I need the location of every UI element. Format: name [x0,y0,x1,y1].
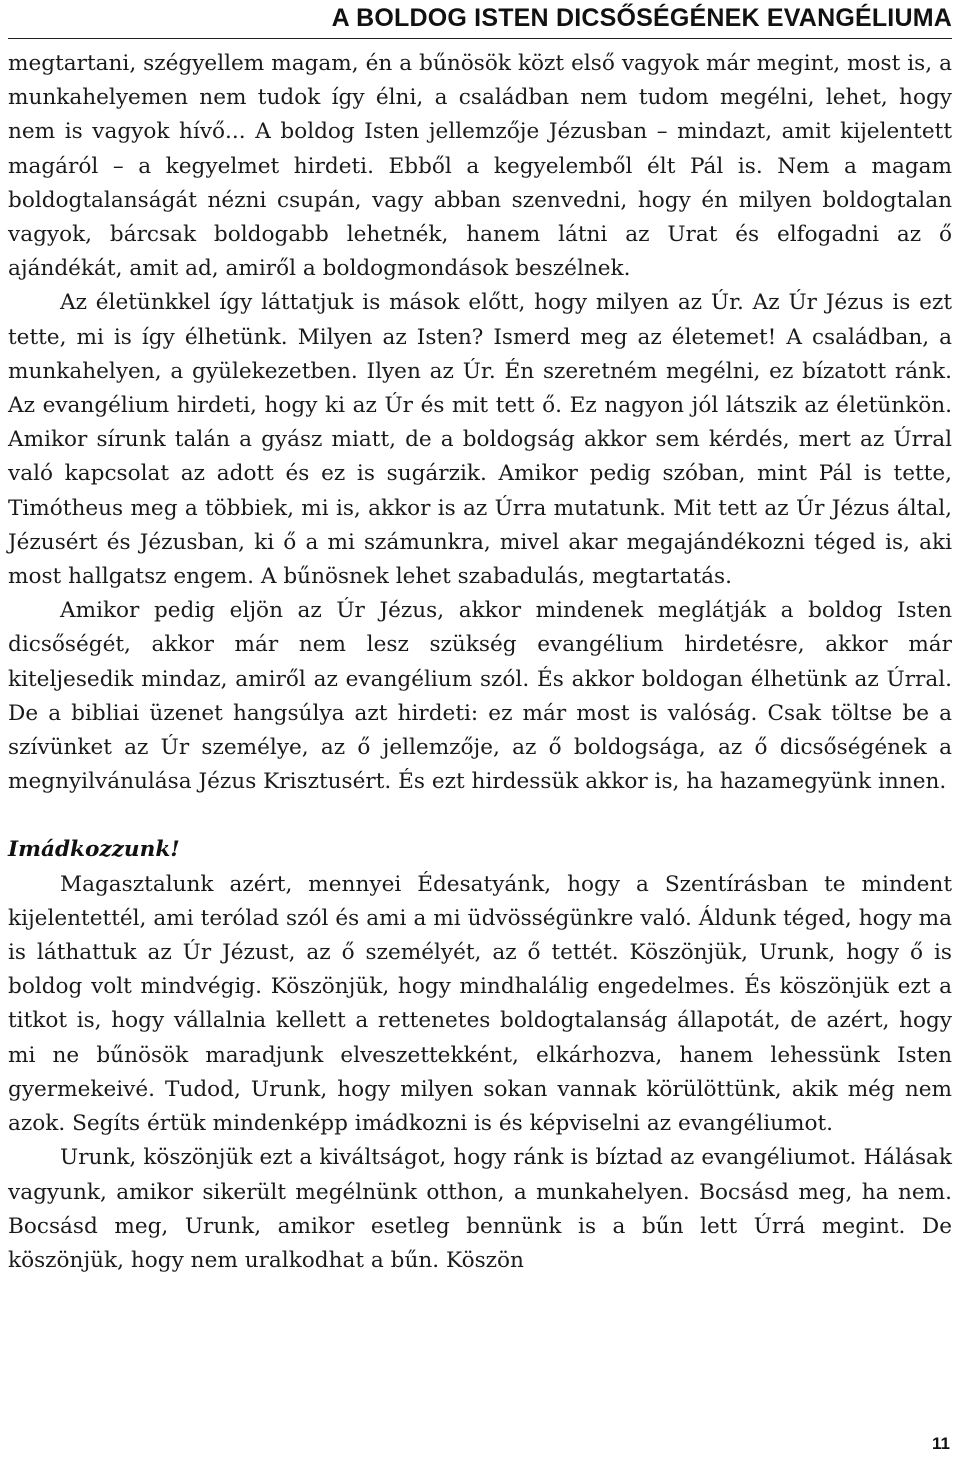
prayer-heading: Imádkozzunk! [8,837,180,863]
header-rule [8,38,952,39]
paragraph-continuation: megtartani, szégyellem magam, én a bűnösök közt első vagyok már megint, most is, a munkahelyemen nem tudok így élni, a családban nem tudom megélni, lehet, hogy nem is vagyok hívő... A boldog Isten jellemzője Jézusban – mindazt, amit kijelentett magáról – a kegyelmet hirdeti. Ebből a kegyelemből élt Pál is. Nem a magam boldogtalanságát nézni csupán, vagy abban szenvedni, hogy én milyen boldogtalan vagyok, bárcsak boldogabb lehetnék, hanem látni az Urat és elfogadni az ő ajándékát, amit ad, amiről a boldogmondások beszélnek. [8,51,952,282]
book-page [8,0,952,1465]
paragraph: Amikor pedig eljön az Úr Jézus, akkor mindenek meglátják a boldog Isten dicsőségét, akkor már nem lesz szükség evangélium hirdetésre, akkor már kiteljesedik mindaz, amiről az evangélium szól. És akkor boldogan élhetünk az Úrral. De a bibliai üzenet hangsúlya azt hirdeti: ez már most is valóság. Csak töltse be a szívünket az Úr személye, az ő jellemzője, az ő boldogsága, az ő dicsőségének a megnyilvánulása Jézus Krisztusért. És ezt hirdessük akkor is, ha hazamegyünk innen. [8,598,952,795]
prayer-paragraph: Urunk, köszönjük ezt a kiváltságot, hogy ránk is bíztad az evangéliumot. Hálásak vagyunk, amikor sikerült megélnünk otthon, a munkahelyen. Bocsásd meg, ha nem. Bocsásd meg, Urunk, amikor esetleg bennünk is a bűn lett Úrrá megint. De köszönjük, hogy nem uralkodhat a bűn. Köszön [8,1145,952,1273]
page-number: 11 [932,1434,950,1453]
running-header-title: A BOLDOG ISTEN DICSŐSÉGÉNEK EVANGÉLIUMA [331,4,952,32]
prayer-paragraph: Magasztalunk azért, mennyei Édesatyánk, hogy a Szentírásban te mindent kijelentettél, ami terólad szól és ami a mi üdvösségünkre való. Áldunk téged, hogy ma is láthattuk az Úr Jézust, az ő személyét, az ő tettét. Köszönjük, Urunk, hogy ő is boldog volt mindvégig. Köszönjük, hogy mindhalálig engedelmes. És köszönjük ezt a titkot is, hogy vállalnia kellett a rettenetes boldogtalanság állapotát, de azért, hogy mi ne bűnösök maradjunk elveszettekként, elkárhozva, hanem lehessünk Isten gyermekeivé. Tudod, Urunk, hogy milyen sokan vannak körülöttünk, akik még nem azok. Segíts értük mindenképp imádkozni is és képviselni az evangéliumot. [8,871,952,1137]
body-text [8,47,952,1278]
paragraph: Az életünkkel így láttatjuk is mások előtt, hogy milyen az Úr. Az Úr Jézus is ezt tette, mi is így élhetünk. Milyen az Isten? Ismerd meg az életemet! A családban, a munkahelyen, a gyülekezetben. Ilyen az Úr. Én szeretném megélni, ez bízatott ránk. Az evangélium hirdeti, hogy ki az Úr és mit tett ő. Ez nagyon jól látszik az életünkön. Amikor sírunk talán a gyász miatt, de a boldogság akkor sem kérdés, mert az Úrral való kapcsolat az adott és ez is sugárzik. Amikor pedig szóban, mint Pál is tette, Timótheus meg a többiek, mi is, akkor is az Úrra mutatunk. Mit tett az Úr Jézus által, Jézusért és Jézusban, ki ő a mi számunkra, mivel akar megajándékozni téged is, aki most hallgatsz engem. A bűnösnek lehet szabadulás, megtartatás. [8,290,952,590]
